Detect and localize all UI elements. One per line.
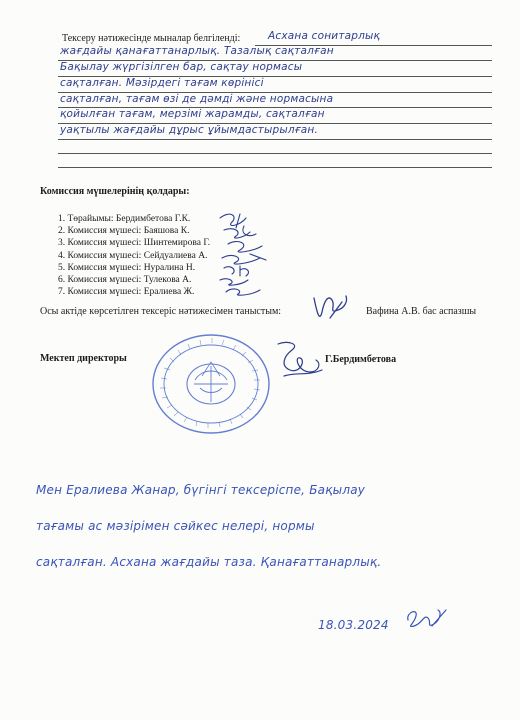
rule-line bbox=[58, 76, 492, 77]
rule-line bbox=[58, 92, 492, 93]
signature-mark bbox=[226, 289, 260, 295]
note-date: 18.03.2024 bbox=[318, 618, 389, 632]
commission-heading: Комиссия мүшелерінің қолдары: bbox=[40, 186, 190, 197]
school-stamp bbox=[150, 332, 272, 441]
findings-handwritten-line-7: уақтылы жағдайы дұрыс ұйымдастырылған. bbox=[60, 124, 319, 136]
findings-handwritten-line-2: жағдайы қанағаттанарлық. Тазалық сақталған bbox=[60, 45, 334, 57]
rule-line bbox=[58, 107, 492, 108]
director-label: Мектеп директоры bbox=[40, 353, 127, 364]
note-signature bbox=[402, 604, 450, 639]
commission-member: 7. Комиссия мүшесі: Ералиева Ж. bbox=[58, 287, 195, 298]
rule-line bbox=[58, 60, 492, 61]
signature-mark bbox=[224, 266, 248, 276]
signature-mark bbox=[220, 214, 246, 228]
commission-member-list bbox=[58, 213, 210, 298]
note-handwritten-line-3: сақталған. Асхана жағдайы таза. Қанағаттанарлық. bbox=[36, 555, 382, 569]
findings-handwritten-line-4: сақталған. Мәзірдегі тағам көрінісі bbox=[60, 77, 264, 89]
signature-mark bbox=[224, 226, 256, 238]
rule-line bbox=[58, 139, 492, 140]
rule-line bbox=[58, 167, 492, 168]
director-name: Г.Бердимбетова bbox=[325, 354, 397, 365]
chef-signature bbox=[308, 288, 354, 329]
commission-member: 6. Комиссия мүшесі: Тулекова А. bbox=[58, 274, 192, 285]
commission-member: 3. Комиссия мүшесі: Шинтемирова Г. bbox=[58, 238, 211, 249]
commission-signatures bbox=[210, 208, 280, 303]
rule-line bbox=[58, 123, 492, 124]
signature-mark bbox=[228, 242, 262, 253]
signature-mark bbox=[222, 254, 266, 264]
rule-line bbox=[255, 45, 492, 46]
note-handwritten-line-1: Мен Ералиева Жанар, бүгінгі тексеріспе, Бақылау bbox=[36, 483, 366, 497]
director-signature bbox=[270, 336, 330, 387]
findings-handwritten-line-5: сақталған, тағам өзі де дәмді және нормасына bbox=[60, 93, 334, 105]
commission-member: 4. Комиссия мүшесі: Сейдуалиева А. bbox=[58, 250, 208, 261]
commission-member: 5. Комиссия мүшесі: Нуралина Н. bbox=[58, 262, 196, 273]
findings-handwritten-line-3: Бақылау жүргізілген бар, сақтау нормасы bbox=[60, 61, 303, 73]
findings-handwritten-line-1: Асхана сонитарлық bbox=[268, 30, 381, 42]
acquaintance-text: Осы актіде көрсетілген тексеріс нәтижесімен таныстым: bbox=[40, 306, 282, 317]
chef-name: Вафина А.В. бас аспазшы bbox=[366, 306, 477, 317]
signature-mark bbox=[220, 279, 248, 286]
commission-member: 2. Комиссия мүшесі: Баяшова К. bbox=[58, 226, 190, 237]
rule-line bbox=[58, 153, 492, 154]
findings-handwritten-line-6: қойылған тағам, мерзімі жарамды, сақталған bbox=[60, 108, 325, 120]
findings-label: Тексеру нәтижесінде мыналар белгіленді: bbox=[62, 33, 241, 44]
commission-member: 1. Төрайымы: Бердимбетова Г.К. bbox=[58, 214, 191, 224]
note-handwritten-line-2: тағамы ас мәзірімен сәйкес нелері, нормы bbox=[36, 519, 315, 533]
